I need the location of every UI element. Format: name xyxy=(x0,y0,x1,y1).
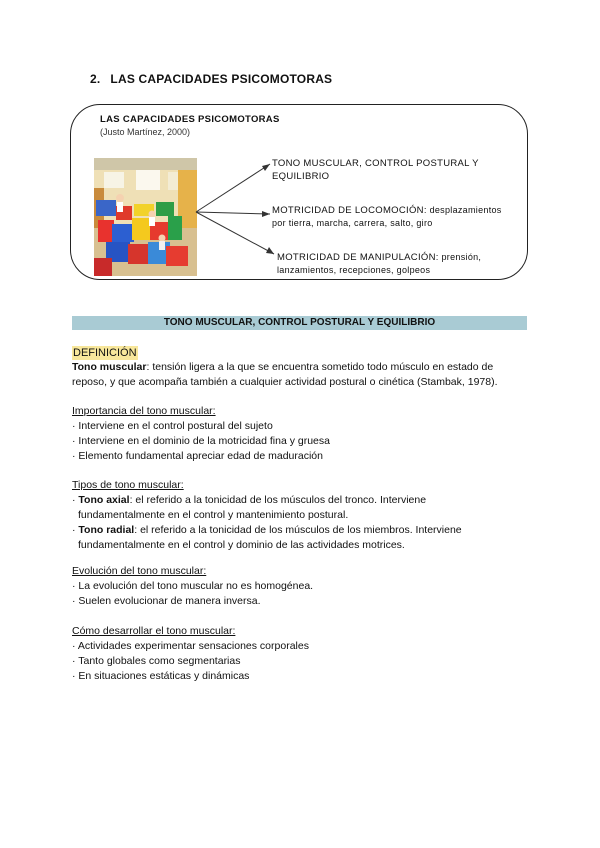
desarrollar-title: Cómo desarrollar el tono muscular: xyxy=(72,625,236,637)
bullet: · xyxy=(72,524,79,536)
definition-text: : tensión ligera a la que se encuentra sometido todo músculo en estado de reposo, y que acompaña también a cualquier actividad postural o cinética (Stambak, 1978). xyxy=(72,361,498,388)
definition-paragraph xyxy=(72,360,530,390)
list-item: · Tanto globales como segmentarias xyxy=(72,655,241,667)
tipo-radial-text-cont: fundamentalmente en el control y dominio de las actividades motrices. xyxy=(78,539,405,551)
tipo-axial-term: Tono axial xyxy=(78,494,130,506)
arrowhead-locomocion xyxy=(262,211,270,217)
section-number: 2. xyxy=(90,72,101,86)
list-item: · Interviene en el control postural del sujeto xyxy=(72,420,273,432)
tipo-axial-text-cont: fundamentalmente en el control y mantenimiento postural. xyxy=(78,509,349,521)
list-item xyxy=(72,493,512,523)
list-item: · La evolución del tono muscular no es homogénea. xyxy=(72,580,314,592)
tipo-radial-term: Tono radial xyxy=(78,524,135,536)
diagram-source: (Justo Martínez, 2000) xyxy=(100,127,191,137)
list-item: · Suelen evolucionar de manera inversa. xyxy=(72,595,261,607)
desarrollar-section xyxy=(72,624,512,684)
tipo-axial-text: : el referido a la tonicidad de los músculos del tronco. Interviene xyxy=(129,494,427,506)
arrow-to-locomocion xyxy=(196,212,270,214)
branch-tono-label: TONO MUSCULAR, CONTROL POSTURAL Y EQUILIBRIO xyxy=(272,158,479,182)
diagram-arrows xyxy=(190,150,280,270)
branch-tono xyxy=(272,157,512,183)
branch-locomocion-label: MOTRICIDAD DE LOCOMOCIÓN: xyxy=(272,205,427,216)
section-heading xyxy=(90,72,332,86)
importancia-title: Importancia del tono muscular: xyxy=(72,405,216,417)
branch-manipulacion xyxy=(277,251,517,277)
arrowhead-tono xyxy=(262,164,270,171)
arrow-to-manipulacion xyxy=(196,212,274,254)
branch-locomocion-detail: desplazamientos por tierra, marcha, carrera, salto, giro xyxy=(272,205,502,228)
arrow-to-tono xyxy=(196,164,270,212)
list-item: · Interviene en el dominio de la motricidad fina y gruesa xyxy=(72,435,330,447)
importancia-section xyxy=(72,404,512,464)
section-title: LAS CAPACIDADES PSICOMOTORAS xyxy=(110,72,333,86)
tipo-radial-text: : el referido a la tonicidad de los músculos de los miembros. Interviene xyxy=(134,524,462,536)
branch-manipulacion-detail: prensión, lanzamientos, recepciones, golpeos xyxy=(277,252,482,275)
tipos-title: Tipos de tono muscular: xyxy=(72,479,184,491)
bullet: · xyxy=(72,494,79,506)
definition-term: Tono muscular xyxy=(72,361,147,373)
section-banner: TONO MUSCULAR, CONTROL POSTURAL Y EQUILIBRIO xyxy=(72,316,527,330)
playroom-illustration xyxy=(94,158,197,276)
playroom-photo xyxy=(94,158,197,276)
evolucion-title: Evolución del tono muscular: xyxy=(72,565,207,577)
branch-manipulacion-label: MOTRICIDAD DE MANIPULACIÓN: xyxy=(277,252,439,263)
branch-locomocion xyxy=(272,204,518,230)
list-item: · Actividades experimentar sensaciones corporales xyxy=(72,640,309,652)
list-item xyxy=(72,523,512,553)
tipos-section xyxy=(72,478,512,553)
evolucion-section xyxy=(72,564,512,609)
list-item: · Elemento fundamental apreciar edad de maduración xyxy=(72,450,323,462)
definition-label: DEFINICIÓN xyxy=(73,347,137,359)
diagram-title: LAS CAPACIDADES PSICOMOTORAS xyxy=(100,114,280,125)
list-item: · En situaciones estáticas y dinámicas xyxy=(72,670,250,682)
